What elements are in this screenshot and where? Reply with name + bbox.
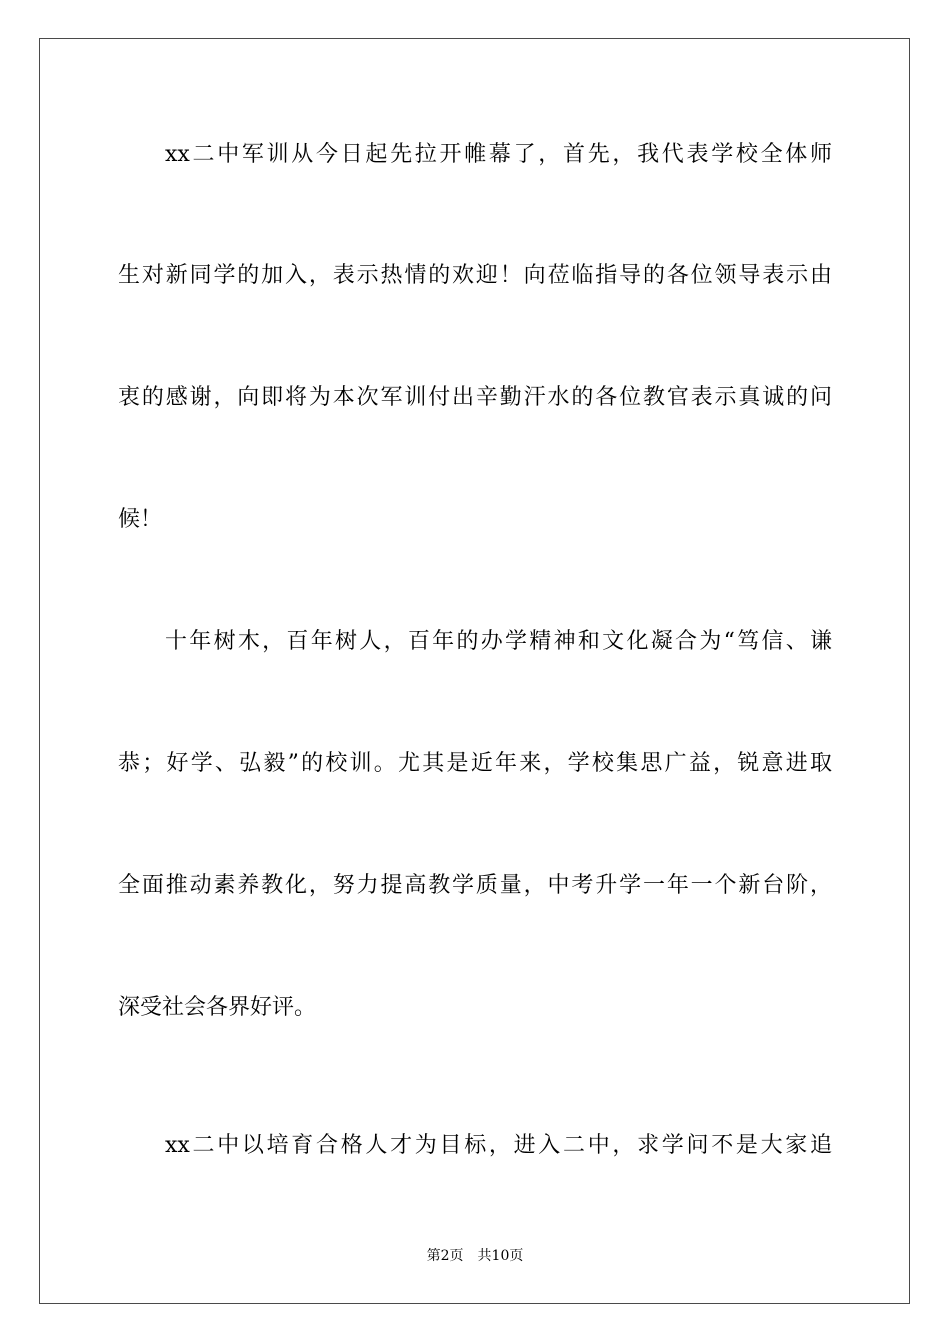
paragraph-1-line-4: 候！: [118, 507, 163, 532]
page-border: [39, 38, 910, 1304]
paragraph-1-line-1: xx二中军训从今日起先拉开帷幕了，首先，我代表学校全体师: [165, 142, 832, 167]
paragraph-2-line-3: 全面推动素养教化，努力提高教学质量，中考升学一年一个新台阶，: [118, 873, 832, 898]
paragraph-2-line-2: 恭；好学、弘毅”的校训。尤其是近年来，学校集思广益，锐意进取: [118, 751, 832, 776]
paragraph-2-line-4: 深受社会各界好评。: [118, 995, 317, 1020]
paragraph-2-line-1: 十年树木，百年树人，百年的办学精神和文化凝合为“笃信、谦: [165, 629, 832, 654]
page-number-footer: 第2页 共10页: [426, 1248, 524, 1264]
paragraph-3-line-1: xx二中以培育合格人才为目标，进入二中，求学问不是大家追: [165, 1133, 832, 1158]
paragraph-1-line-2: 生对新同学的加入，表示热情的欢迎！向莅临指导的各位领导表示由: [118, 263, 832, 288]
paragraph-1-line-3: 衷的感谢，向即将为本次军训付出辛勤汗水的各位教官表示真诚的问: [118, 385, 832, 410]
